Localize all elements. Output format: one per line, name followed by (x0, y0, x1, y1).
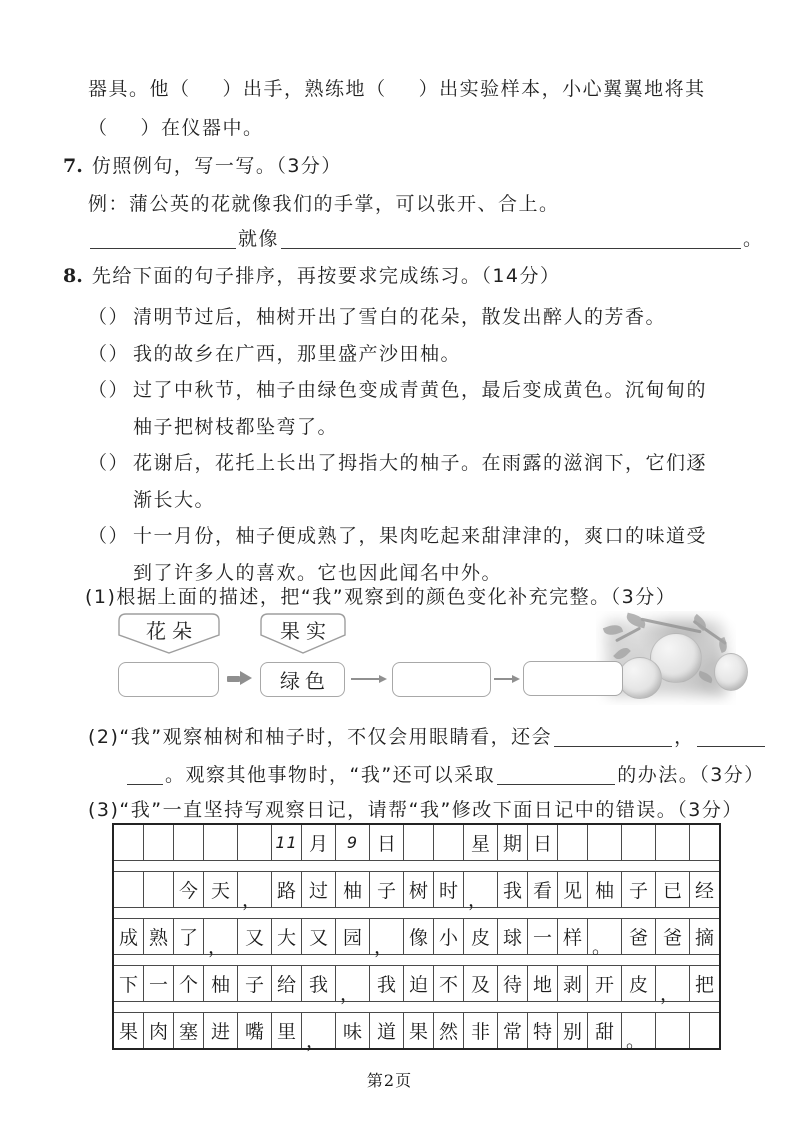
diary-cell: ， (656, 966, 690, 1002)
diary-cell: 一 (144, 966, 174, 1002)
diary-cell: 下 (113, 966, 144, 1002)
diary-cell: 又 (302, 919, 336, 955)
diary-cell (204, 824, 238, 861)
q8-sequence-items (88, 299, 748, 591)
paren-open: （ (88, 117, 109, 139)
diary-table (112, 823, 721, 1050)
diary-cell: 看 (528, 872, 558, 908)
diary-cell: 特 (528, 1013, 558, 1050)
diary-cell: 见 (558, 872, 588, 908)
diary-cell: 然 (434, 1013, 464, 1050)
flow-box-1 (118, 662, 219, 697)
diary-cell: 别 (558, 1013, 588, 1050)
q7-heading (63, 153, 342, 179)
diary-cell: 给 (272, 966, 302, 1002)
text-run: 。 (743, 228, 764, 250)
flow-box-label: 绿色 (280, 669, 330, 693)
q8-sub3: (3)“我”一直坚持写观察日记，请帮“我”修改下面日记中的错误。（3分） (88, 799, 743, 821)
diary-cell: 摘 (690, 919, 721, 955)
diary-cell: 果 (404, 1013, 434, 1050)
q8-sub2-line-2 (125, 762, 765, 788)
diary-cell: 常 (498, 1013, 528, 1050)
paren-open: （ (88, 342, 109, 365)
leaf-icon (625, 613, 647, 629)
bold-arrow-icon (227, 671, 252, 686)
diary-cell: 大 (272, 919, 302, 955)
diary-cell (622, 824, 656, 861)
diary-cell: 球 (498, 919, 528, 955)
paren-close: ） (418, 78, 440, 100)
q6-continuation-line-1 (88, 76, 706, 102)
paren-open: （ (366, 78, 387, 100)
diary-cell: 期 (498, 824, 528, 861)
diary-row (113, 824, 720, 861)
sequence-item (88, 299, 748, 336)
diary-cell: 树 (404, 872, 434, 908)
text-run: 器具。他 (88, 78, 171, 100)
diary-cell: 一 (528, 919, 558, 955)
paren-open: （ (170, 78, 191, 100)
diary-cell: 味 (336, 1013, 370, 1050)
diary-cell: 过 (302, 872, 336, 908)
diary-cell: ， (464, 872, 498, 908)
text-run: ， (674, 726, 695, 748)
pomelo-fruit (618, 657, 662, 699)
diary-cell (113, 824, 144, 861)
diary-cell: 星 (464, 824, 498, 861)
leaf-icon (697, 671, 714, 684)
diary-spacer-row (113, 908, 720, 919)
sequence-item (88, 336, 748, 373)
right-arrow-icon (351, 678, 385, 680)
q6-continuation-line-2 (88, 115, 264, 141)
diary-cell: 剥 (558, 966, 588, 1002)
diary-cell: 地 (528, 966, 558, 1002)
paren-close: ） (108, 452, 130, 474)
q8-sub1: (1)根据上面的描述，把“我”观察到的颜色变化补充完整。（3分） (85, 586, 677, 608)
paren-close: ） (108, 306, 130, 328)
diary-cell: 日 (370, 824, 404, 861)
diary-cell (174, 824, 204, 861)
diary-cell: 子 (370, 872, 404, 908)
q7-number: 7. (63, 155, 83, 177)
paren-close: ） (140, 117, 162, 139)
banner-label: 果实 (280, 619, 332, 643)
diary-cell: 柚 (336, 872, 370, 908)
answer-blank (497, 764, 615, 785)
diary-cell: 今 (174, 872, 204, 908)
diary-cell: 皮 (622, 966, 656, 1002)
diary-cell: 子 (622, 872, 656, 908)
diary-cell: 经 (690, 872, 721, 908)
diary-cell: 时 (434, 872, 464, 908)
text-run: 在仪器中。 (161, 117, 264, 139)
diary-cell: 非 (464, 1013, 498, 1050)
diary-cell (238, 824, 272, 861)
diary-cell: 熟 (144, 919, 174, 955)
diary-cell: 不 (434, 966, 464, 1002)
banner-label: 花朵 (146, 619, 198, 643)
diary-cell (144, 872, 174, 908)
paren-open: （ (88, 525, 109, 547)
text-run: 出手，熟练地 (243, 78, 367, 100)
answer-blank (281, 228, 741, 249)
diary-cell: ， (238, 872, 272, 908)
paren-close: ） (222, 78, 244, 100)
diary-cell (656, 1013, 690, 1050)
diary-cell (690, 824, 721, 861)
q8-heading (63, 263, 561, 289)
flow-banner-flower (118, 613, 220, 655)
diary-cell: 月 (302, 824, 336, 861)
diary-cell: 9 (336, 824, 370, 861)
diary-cell: 把 (690, 966, 721, 1002)
diary-cell: 已 (656, 872, 690, 908)
sequence-item-text: 我的故乡在广西，那里盛产沙田柚。 (133, 342, 462, 365)
flow-box-4 (523, 661, 623, 696)
diary-cell: 。 (622, 1013, 656, 1050)
diary-cell (144, 824, 174, 861)
diary-cell: 样 (558, 919, 588, 955)
right-arrow-icon (494, 678, 518, 680)
diary-cell: 又 (238, 919, 272, 955)
page-number: 第2页 (366, 1071, 413, 1090)
diary-spacer-row (113, 861, 720, 872)
branch (640, 618, 701, 634)
diary-cell: 皮 (464, 919, 498, 955)
diary-spacer-cell (113, 861, 720, 872)
diary-cell: 柚 (588, 872, 622, 908)
diary-cell: 爸 (656, 919, 690, 955)
diary-cell: 日 (528, 824, 558, 861)
paren-open: （ (88, 379, 109, 401)
diary-cell: 迫 (404, 966, 434, 1002)
sequence-item (88, 445, 748, 518)
paren-blank (88, 518, 129, 591)
sequence-item-text: 过了中秋节，柚子由绿色变成青黄色，最后变成黄色。沉甸甸的柚子把树枝都坠弯了。 (133, 379, 708, 438)
answer-blank (90, 228, 236, 249)
sequence-item-text: 花谢后，花托上长出了拇指大的柚子。在雨露的滋润下，它们逐渐长大。 (133, 452, 708, 511)
diary-cell: 柚 (204, 966, 238, 1002)
diary-cell: 子 (238, 966, 272, 1002)
q7-example: 例：蒲公英的花就像我们的手掌，可以张开、合上。 (88, 193, 560, 215)
paren-close: ） (108, 379, 130, 401)
diary-cell: ， (336, 966, 370, 1002)
diary-cell: 天 (204, 872, 238, 908)
sequence-item-text: 清明节过后，柚树开出了雪白的花朵，散发出醉人的芳香。 (133, 306, 667, 328)
answer-blank (127, 764, 163, 785)
arrow-shaft (227, 676, 240, 682)
leaf-icon (717, 637, 729, 653)
leaf-icon (603, 622, 623, 638)
diary-spacer-cell (113, 1002, 720, 1013)
text-run: 就像 (238, 228, 280, 250)
diary-cell (113, 872, 144, 908)
paren-blank (88, 372, 129, 445)
diary-cell: 11 (272, 824, 302, 861)
diary-cell: 道 (370, 1013, 404, 1050)
diary-row (113, 919, 720, 955)
sequence-item (88, 372, 748, 445)
diary-row (113, 966, 720, 1002)
paren-blank (88, 336, 129, 373)
diary-row (113, 872, 720, 908)
diary-cell: 爸 (622, 919, 656, 955)
diary-cell: 个 (174, 966, 204, 1002)
paren-blank (88, 445, 129, 518)
paren-close: ） (108, 342, 130, 365)
diary-cell: 成 (113, 919, 144, 955)
diary-cell (588, 824, 622, 861)
q8-number: 8. (63, 265, 83, 287)
answer-blank (697, 726, 765, 747)
diary-spacer-cell (113, 955, 720, 966)
paren-blank (88, 299, 129, 336)
diary-cell (656, 824, 690, 861)
diary-cell: 。 (588, 919, 622, 955)
diary-cell (690, 1013, 721, 1050)
flow-banner-fruit (260, 613, 346, 655)
flow-box-2 (260, 662, 345, 697)
q8-sub2-line-1 (88, 724, 767, 750)
diary-spacer-row (113, 1002, 720, 1013)
text-run: 的办法。（3分） (617, 764, 765, 786)
paren-open: （ (88, 452, 109, 474)
diary-cell: 我 (302, 966, 336, 1002)
diary-cell: 开 (588, 966, 622, 1002)
diary-cell: 塞 (174, 1013, 204, 1050)
diary-spacer-cell (113, 908, 720, 919)
diary-cell (558, 824, 588, 861)
arrow-head (240, 671, 252, 685)
q7-title: 仿照例句，写一写。（3分） (91, 155, 342, 177)
diary-cell (404, 824, 434, 861)
paren-close: ） (108, 525, 130, 547)
pomelo-fruit (714, 653, 748, 691)
diary-cell: 了 (174, 919, 204, 955)
diary-cell: 园 (336, 919, 370, 955)
text-run: 。观察其他事物时，“我”还可以采取 (165, 764, 496, 786)
diary-cell: 像 (404, 919, 434, 955)
sequence-item (88, 518, 748, 591)
diary-cell: 里 (272, 1013, 302, 1050)
diary-cell: 待 (498, 966, 528, 1002)
diary-row (113, 1013, 720, 1050)
diary-cell: 小 (434, 919, 464, 955)
q7-answer-line (88, 226, 764, 252)
diary-cell: 进 (204, 1013, 238, 1050)
diary-cell: 路 (272, 872, 302, 908)
diary-cell: 我 (498, 872, 528, 908)
diary-spacer-row (113, 955, 720, 966)
sequence-item-text: 十一月份，柚子便成熟了，果肉吃起来甜津津的，爽口的味道受到了许多人的喜欢。它也因此闻名中外。 (133, 525, 708, 584)
diary-cell: ， (370, 919, 404, 955)
diary-cell: 我 (370, 966, 404, 1002)
diary-cell: 甜 (588, 1013, 622, 1050)
diary-cell: ， (204, 919, 238, 955)
text-run: 出实验样本，小心翼翼地将其 (439, 78, 706, 100)
answer-blank (554, 726, 672, 747)
q8-title: 先给下面的句子排序，再按要求完成练习。（14分） (91, 265, 561, 287)
diary-cell: 果 (113, 1013, 144, 1050)
diary-cell: 肉 (144, 1013, 174, 1050)
diary-cell: 嘴 (238, 1013, 272, 1050)
diary-cell: ， (302, 1013, 336, 1050)
paren-open: （ (88, 306, 109, 328)
text-run: (2)“我”观察柚树和柚子时，不仅会用眼睛看，还会 (88, 726, 553, 748)
diary-cell: 及 (464, 966, 498, 1002)
diary-cell (434, 824, 464, 861)
flow-box-3 (392, 662, 491, 697)
